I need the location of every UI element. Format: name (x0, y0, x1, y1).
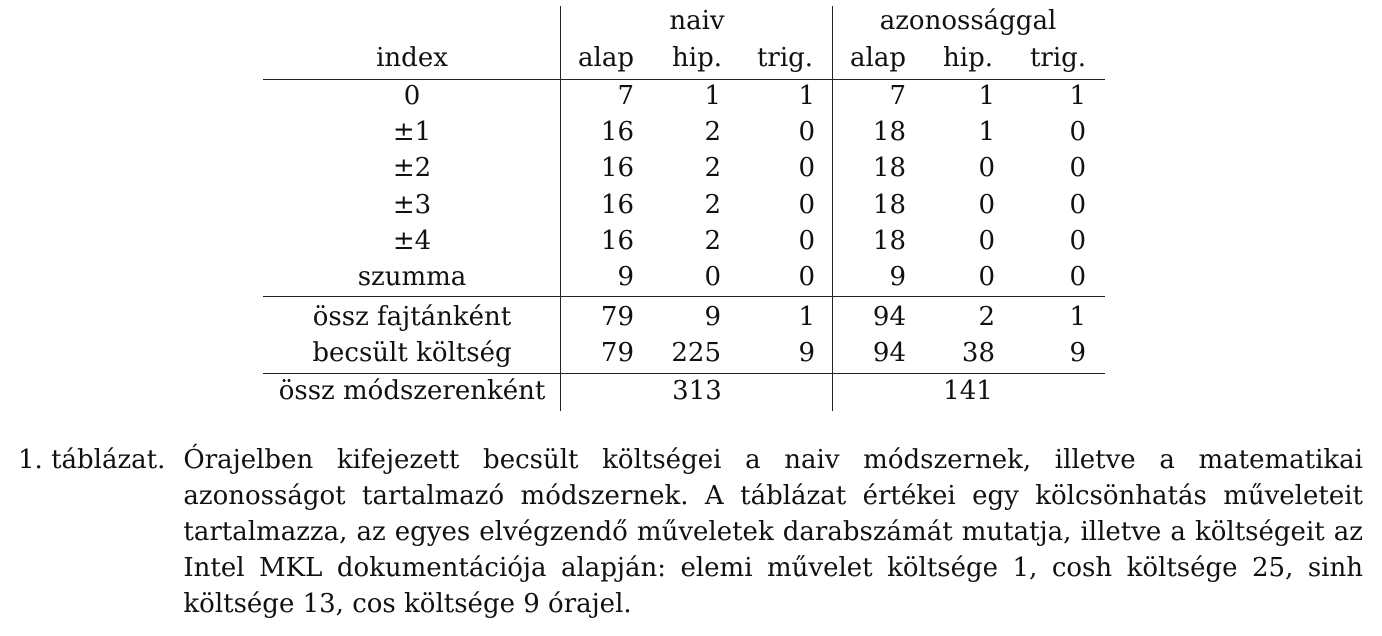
cell: 9 (1069, 338, 1086, 368)
cell: 2 (704, 153, 721, 183)
cell: 0 (704, 262, 721, 292)
cell: 18 (872, 153, 906, 183)
cell: 2 (978, 302, 995, 332)
col-header-naiv-alap: alap (578, 43, 634, 73)
rule-header (263, 79, 1105, 80)
cell: 9 (704, 302, 721, 332)
caption-label: 1. táblázat. (18, 445, 166, 475)
cell: 9 (617, 262, 634, 292)
cell: 0 (1069, 262, 1086, 292)
caption-text: Órajelben kifejezett becsült költségei a naiv módszernek, illetve a matematikai azonosságot tartalmazó módszernek. A táblázat értékei egy kölcsönhatás műveleteit tartalmazza, az egyes elvégzendő műveletek darabszámát mutatja, illetve a költségeit az Intel MKL dokumentációja alapján: elemi művelet költsége 1, cosh költsége 25, sinh költsége 13, cos költsége 9 órajel. (183, 445, 1363, 619)
cell: 94 (872, 302, 906, 332)
cell: 1 (798, 302, 815, 332)
rule-after-summary (263, 373, 1105, 374)
row-label: össz fajtánként (312, 302, 512, 332)
cell: 0 (1069, 117, 1086, 147)
table-caption (18, 442, 1363, 622)
cell: 1 (1069, 81, 1086, 111)
total-naiv: 313 (672, 376, 722, 406)
total-azonossaggal: 141 (943, 376, 993, 406)
cell: 0 (1069, 226, 1086, 256)
group-header-azonossaggal: azonossággal (879, 6, 1057, 36)
col-header-naiv-hip: hip. (672, 43, 722, 73)
cell: 16 (600, 117, 634, 147)
row-label: össz módszerenként (278, 376, 546, 406)
col-header-azon-alap: alap (850, 43, 906, 73)
cell: 9 (889, 262, 906, 292)
row-label: ±2 (392, 153, 432, 183)
row-label: ±3 (392, 190, 432, 220)
cell: 0 (798, 226, 815, 256)
cell: 0 (798, 190, 815, 220)
rule-col-index (560, 6, 561, 411)
row-label: 0 (403, 81, 421, 111)
cell: 225 (671, 338, 721, 368)
cell: 1 (1069, 302, 1086, 332)
cell: 1 (798, 81, 815, 111)
cell: 94 (872, 338, 906, 368)
cell: 1 (978, 117, 995, 147)
rule-after-szumma (263, 296, 1105, 297)
cell: 2 (704, 226, 721, 256)
col-header-azon-trig: trig. (1029, 43, 1087, 73)
rule-col-groups (832, 6, 833, 411)
group-header-naiv: naiv (669, 6, 725, 36)
cell: 0 (798, 262, 815, 292)
cell: 18 (872, 117, 906, 147)
col-header-index: index (376, 43, 448, 73)
col-header-naiv-trig: trig. (756, 43, 814, 73)
cell: 79 (600, 302, 634, 332)
cell: 0 (1069, 153, 1086, 183)
cell: 2 (704, 190, 721, 220)
cell: 79 (600, 338, 634, 368)
cell: 0 (978, 153, 995, 183)
col-header-azon-hip: hip. (943, 43, 993, 73)
cell: 0 (1069, 190, 1086, 220)
cell: 38 (961, 338, 995, 368)
cell: 0 (978, 190, 995, 220)
cell: 7 (889, 81, 906, 111)
cell: 16 (600, 190, 634, 220)
cell: 9 (798, 338, 815, 368)
row-label: ±4 (392, 226, 432, 256)
cell: 1 (978, 81, 995, 111)
row-label: becsült költség (312, 338, 512, 368)
cell: 0 (978, 262, 995, 292)
row-label: szumma (357, 262, 467, 292)
cell: 18 (872, 226, 906, 256)
cell: 0 (978, 226, 995, 256)
cell: 0 (798, 117, 815, 147)
cell: 18 (872, 190, 906, 220)
cell: 16 (600, 153, 634, 183)
cell: 7 (617, 81, 634, 111)
cell: 2 (704, 117, 721, 147)
cell: 1 (704, 81, 721, 111)
cell: 16 (600, 226, 634, 256)
cell: 0 (798, 153, 815, 183)
row-label: ±1 (392, 117, 432, 147)
